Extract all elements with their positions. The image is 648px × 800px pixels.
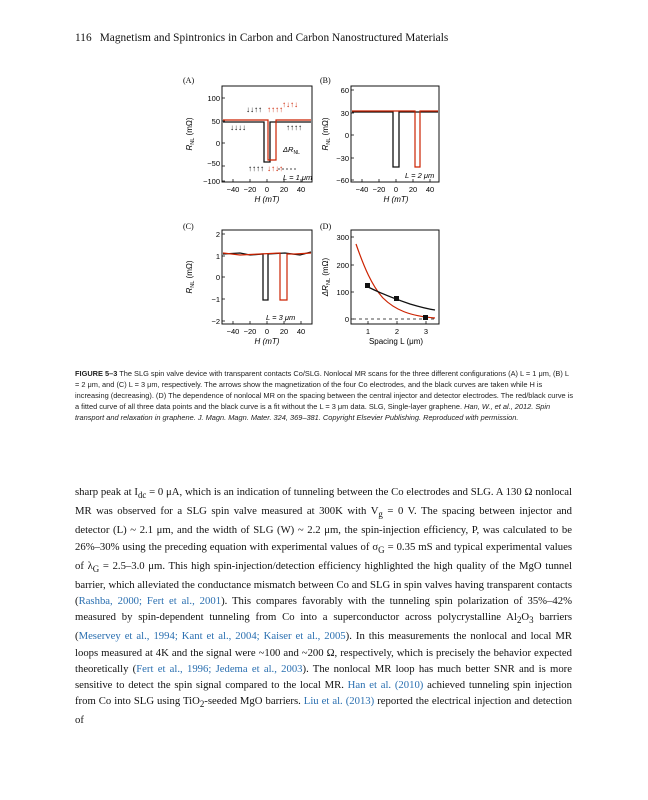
panel-d-ylabel: $\Delta R_{NL}$ (mΩ)	[321, 257, 332, 297]
panel-b-annotation: L = 2 μm	[405, 171, 435, 180]
panel-a-ytick: 50	[211, 117, 220, 126]
panel-c-xtick: 20	[279, 327, 289, 336]
body-paragraph: sharp peak at $I_{dc} = 0$ μA, which is an indication of tunneling between the Co electrodes and SLG. A 130 Ω nonlocal MR was observed for a SLG spin valve measured at 300K with $V_g = 0$ V. The spacing between injector and detector (L) ~ 2.1 μm, and the width of SLG (W) ~ 2.2 μm, the spin-injection efficiency, P, was calculated to be 26%–30% using the preceding equation with experimental values of $\sigma_G = 0.35$ mS and typical experimental values of $\lambda_G = 2.5-3.0$ μm. This high spin-injection/detection efficiency highlighted the high quality of the MgO tunnel barrier, which alleviated the conductance mismatch between Co and SLG in spin valves having transparent contacts (Rashba, 2000; Fert et al., 2001). This compares favorably with the tunneling spin polarization of 35%–42% measured by spin-dependent tunneling from Co into a superconductor across polycrystalline $Al_2O_3$ barriers (Meservey et al., 1994; Kant et al., 2004; Kaiser et al., 2005). In this measurements the nonlocal and local MR loops measured at 4K and the signal were ~100 and ~200 Ω, respectively, which is precisely the behavior expected theoretically (Fert et al., 1996; Jedema et al., 2003). The nonlocal MR loop has much better SNR and is more sensitive to detect the spin signal compared to the local MR. Han et al. (2010) achieved tunneling spin injection from Co into SLG using TiO$_2$-seeded MgO barriers. Liu et al. (2013) reported the electrical injection and detection of	[75, 486, 573, 727]
caption-text: The SLG spin valve device with transparent contacts Co/SLG. Nonlocal MR scans for the three different configurations (A) L = 1 μm, (B) L = 2 μm, and (C) L = 3 μm, respectively. The arrows show the magnetization of the four Co electrodes, and the black curves are taken while H is increasing (decreasing). (D) The dependence of nonlocal MR on the spacing between the central injector and detector electrodes. The red/black curve is a fitted curve of all three data points and the black curve is a fit without the L = 3 μm data. SLG, Single-layer graphene.	[75, 369, 574, 411]
panel-b-ytick: −60	[336, 176, 349, 185]
caption-citation: Han, W., et al., 2012. Spin transport and relaxation in graphene. J. Magn. Magn. Mater. 324, 369–381. Copyright Elsevier Publishing. Reproduced with permission.	[75, 402, 551, 422]
panel-b-ytick: −30	[336, 154, 349, 163]
panel-c-ytick: 1	[215, 252, 220, 261]
panel-c-xlabel: H (mT)	[254, 337, 280, 346]
panel-c-ytick: 2	[215, 230, 220, 239]
panel-c	[183, 222, 312, 346]
panel-d-xtick: 1	[365, 327, 371, 336]
panel-a-ytick: 100	[207, 94, 220, 103]
panel-a-xtick: −20	[243, 185, 257, 194]
panel-a-xtick: 20	[279, 185, 289, 194]
panel-a-ytick: 0	[215, 139, 220, 148]
panel-b-xtick: 40	[425, 185, 435, 194]
panel-d-xlabel: Spacing L (μm)	[368, 337, 424, 346]
panel-c-xtick: −20	[243, 327, 257, 336]
figure-caption	[75, 368, 575, 423]
panel-a-xtick: −40	[226, 185, 240, 194]
panel-a-annotation: L = 1 μm	[283, 173, 313, 182]
panel-a-arrows-left: ↓↓↓↓	[230, 123, 246, 132]
panel-b-ylabel: $R_{NL}$ (mΩ)	[321, 117, 332, 151]
panel-b-ytick: 0	[344, 131, 349, 140]
reference-link[interactable]: Liu et al. (2013)	[303, 694, 375, 707]
panel-a-arrows-up: ↓↓↑↑	[246, 105, 262, 114]
panel-d-frame	[351, 230, 439, 324]
panel-a-ytick: −50	[207, 159, 220, 168]
panel-b-ytick: 30	[340, 109, 349, 118]
panel-a-arrows-bottom-red: ↓↑↓↑	[267, 164, 283, 173]
panel-a-ylabel: $R_{NL}$ (mΩ)	[185, 117, 196, 151]
panel-a-xlabel: H (mT)	[254, 195, 280, 204]
panel-b-xtick: −20	[372, 185, 386, 194]
panel-c-black-curve	[223, 252, 311, 300]
panel-a-arrows-red2: ↑↓↑↓	[282, 100, 298, 109]
figure-5-3	[170, 72, 470, 362]
panel-a-arrows-red: ↑↑↑↑	[267, 105, 283, 114]
panel-c-red-curve	[223, 253, 311, 300]
panel-a-xtick: 40	[296, 185, 306, 194]
reference-link[interactable]: Fert et al., 1996; Jedema et al., 2003	[136, 662, 303, 675]
panel-b-ytick: 60	[340, 86, 349, 95]
panel-c-frame	[222, 230, 312, 324]
panel-c-ytick: −2	[211, 317, 220, 326]
panel-b-black-curve	[352, 112, 438, 167]
panel-d-label: (D)	[320, 222, 332, 231]
panel-d-point-2	[394, 296, 399, 301]
panel-a-delta-label: $\Delta R_{NL}$	[283, 145, 300, 156]
panel-d-ytick: 200	[336, 261, 349, 270]
panel-c-annotation: L = 3 μm	[266, 313, 296, 322]
book-title: Magnetism and Spintronics in Carbon and Carbon Nanostructured Materials	[99, 32, 449, 44]
panel-c-xtick: 40	[296, 327, 306, 336]
panel-b-red-curve	[352, 111, 438, 167]
caption-label: FIGURE 5–3	[75, 369, 118, 378]
panel-d-point-1	[365, 283, 370, 288]
panel-a-xtick: 0	[264, 185, 270, 194]
reference-link[interactable]: Rashba, 2000; Fert et al., 2001	[78, 595, 222, 608]
panel-c-ylabel: $R_{NL}$ (mΩ)	[185, 260, 196, 294]
panel-b-xtick: 20	[408, 185, 418, 194]
reference-link[interactable]: Han et al. (2010)	[347, 678, 424, 691]
panel-a-arrows-right: ↑↑↑↑	[286, 123, 302, 132]
panel-a	[183, 76, 312, 204]
panel-c-ytick: 0	[215, 273, 220, 282]
figure-panels	[170, 72, 470, 362]
panel-d	[320, 222, 439, 346]
panel-d-red-fit	[356, 244, 435, 318]
panel-c-label: (C)	[183, 222, 194, 231]
panel-b	[320, 76, 439, 204]
panel-b-xtick: 0	[393, 185, 399, 194]
panel-b-label: (B)	[320, 76, 331, 85]
panel-d-point-3	[423, 315, 428, 320]
panel-c-xtick: 0	[264, 327, 270, 336]
panel-d-ytick: 0	[344, 315, 349, 324]
panel-a-label: (A)	[183, 76, 195, 85]
panel-a-arrows-bottom: ↑↑↑↑	[248, 164, 264, 173]
panel-a-ytick: −100	[203, 177, 220, 186]
panel-d-ytick: 100	[336, 288, 349, 297]
panel-c-xtick: −40	[226, 327, 240, 336]
panel-b-xlabel: H (mT)	[383, 195, 409, 204]
panel-d-xtick: 3	[423, 327, 429, 336]
panel-d-ytick: 300	[336, 233, 349, 242]
running-header	[75, 32, 448, 44]
panel-d-xtick: 2	[394, 327, 400, 336]
reference-link[interactable]: Meservey et al., 1994; Kant et al., 2004; Kaiser et al., 2005	[78, 630, 346, 643]
panel-c-ytick: −1	[211, 295, 220, 304]
panel-b-xtick: −40	[355, 185, 369, 194]
page-number: 116	[75, 32, 92, 44]
